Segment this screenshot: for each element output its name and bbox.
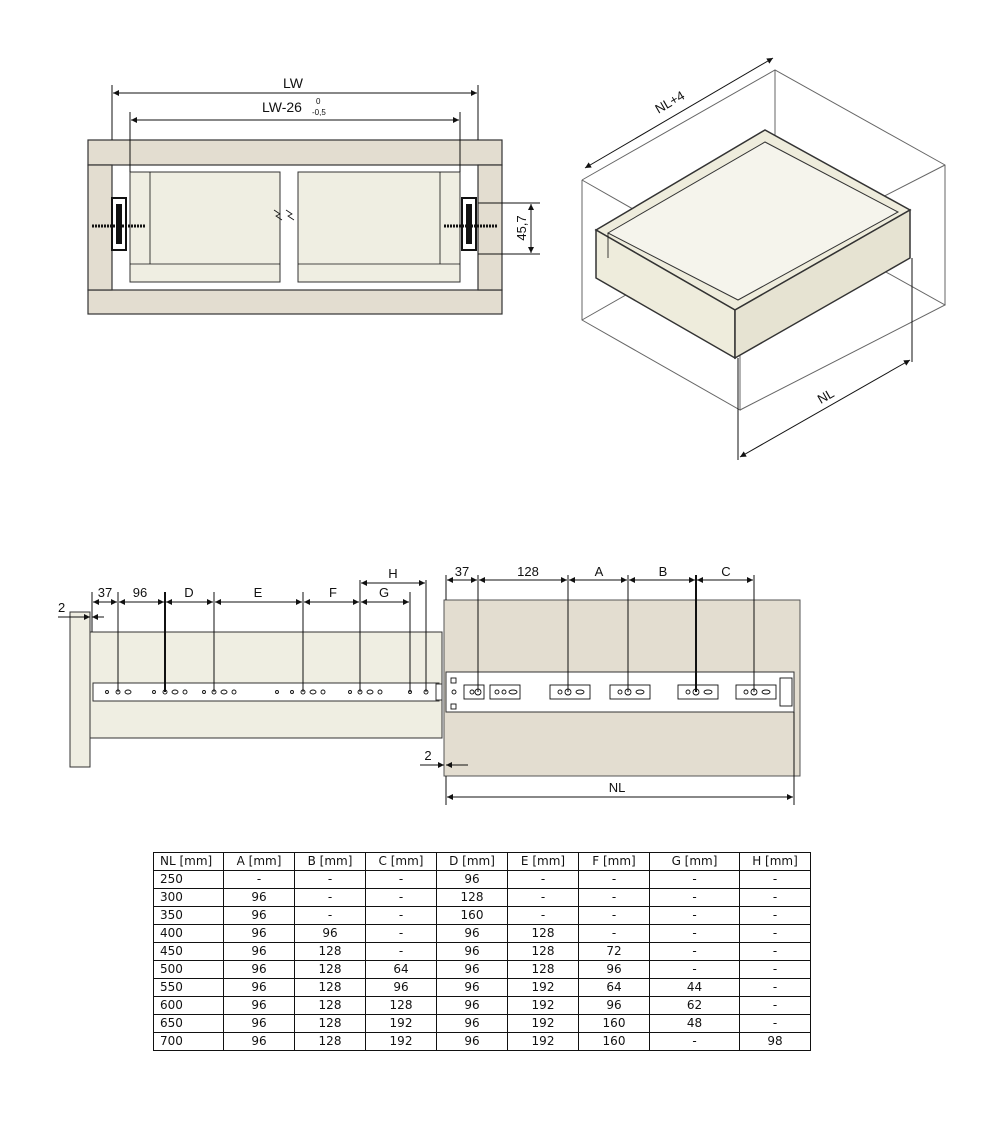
table-row <box>154 1033 811 1051</box>
cabinet-bottom <box>88 290 502 314</box>
table-row <box>154 889 811 907</box>
table-cell: - <box>740 925 811 943</box>
table-cell: 96 <box>224 997 295 1015</box>
table-cell: - <box>740 871 811 889</box>
table-cell: 96 <box>437 1033 508 1051</box>
table-cell: 96 <box>224 1033 295 1051</box>
dim-c: C <box>721 564 731 579</box>
drawer-runner <box>93 683 439 701</box>
side-view <box>58 564 800 805</box>
table-cell: - <box>650 943 740 961</box>
table-row <box>154 871 811 889</box>
table-cell: 192 <box>508 979 579 997</box>
table-header-cell: E [mm] <box>508 853 579 871</box>
table-cell: 160 <box>437 907 508 925</box>
table-cell: 72 <box>579 943 650 961</box>
table-cell: 128 <box>366 997 437 1015</box>
table-cell: 128 <box>295 1015 366 1033</box>
table-header-cell: NL [mm] <box>154 853 224 871</box>
inner-width-label: LW-26 <box>262 99 302 115</box>
table-cell: 96 <box>437 943 508 961</box>
dim-a: A <box>594 564 604 579</box>
table-cell: - <box>740 889 811 907</box>
table-cell: - <box>295 907 366 925</box>
table-cell: 96 <box>224 979 295 997</box>
table-cell: 64 <box>579 979 650 997</box>
table-cell: 128 <box>508 961 579 979</box>
table-header-cell: G [mm] <box>650 853 740 871</box>
table-row <box>154 1015 811 1033</box>
table-cell: 128 <box>437 889 508 907</box>
table-cell: - <box>366 871 437 889</box>
table-cell: - <box>650 907 740 925</box>
depth-label: NL <box>814 385 837 407</box>
table-cell: 650 <box>154 1015 224 1033</box>
table-header-cell: D [mm] <box>437 853 508 871</box>
table-header-cell: F [mm] <box>579 853 650 871</box>
table-cell: 128 <box>295 1033 366 1051</box>
drawer-front-box <box>130 172 460 282</box>
depth-plus-label: NL+4 <box>652 87 688 117</box>
front-view <box>88 75 540 314</box>
table-cell: - <box>366 943 437 961</box>
table-cell: 160 <box>579 1033 650 1051</box>
table-row <box>154 943 811 961</box>
drawer-front-panel <box>70 612 90 767</box>
offset-left-label: 2 <box>58 600 66 615</box>
iso-view <box>582 58 945 460</box>
table-cell: 300 <box>154 889 224 907</box>
table-cell: 96 <box>295 925 366 943</box>
table-cell: 96 <box>224 943 295 961</box>
table-cell: - <box>740 997 811 1015</box>
table-cell: 96 <box>224 907 295 925</box>
table-cell: 192 <box>508 1015 579 1033</box>
table-cell: - <box>366 907 437 925</box>
table-cell: 192 <box>508 1033 579 1051</box>
table-cell: - <box>579 925 650 943</box>
table-cell: 600 <box>154 997 224 1015</box>
table-cell: - <box>740 979 811 997</box>
table-cell: 96 <box>437 997 508 1015</box>
dim-b: B <box>658 564 668 579</box>
table-cell: 192 <box>508 997 579 1015</box>
dim-e: E <box>253 585 263 600</box>
cabinet-runner <box>446 672 794 712</box>
inner-tol-upper: 0 <box>316 97 321 106</box>
table-cell: 96 <box>224 925 295 943</box>
table-cell: - <box>650 1033 740 1051</box>
table-cell: 96 <box>437 871 508 889</box>
table-cell: 96 <box>366 979 437 997</box>
table-header-row <box>154 853 811 871</box>
table-cell: - <box>295 889 366 907</box>
table-cell: 96 <box>579 997 650 1015</box>
table-cell: - <box>579 871 650 889</box>
table-row <box>154 907 811 925</box>
table-cell: 400 <box>154 925 224 943</box>
cabinet-top <box>88 140 502 165</box>
nl-label: NL <box>608 780 626 795</box>
table-header-cell: H [mm] <box>740 853 811 871</box>
table-cell: 96 <box>437 961 508 979</box>
table-cell: - <box>740 961 811 979</box>
table-cell: - <box>508 889 579 907</box>
table-header-cell: B [mm] <box>295 853 366 871</box>
table-header-cell: C [mm] <box>366 853 437 871</box>
table-cell: - <box>650 871 740 889</box>
table-cell: - <box>508 907 579 925</box>
table-cell: 96 <box>437 1015 508 1033</box>
table-cell: 96 <box>224 1015 295 1033</box>
table-cell: 128 <box>295 943 366 961</box>
table-cell: 700 <box>154 1033 224 1051</box>
lw-label: LW <box>283 75 303 91</box>
table-cell: 350 <box>154 907 224 925</box>
dim-right-37: 37 <box>454 564 470 579</box>
spec-table <box>153 852 811 1051</box>
table-cell: 192 <box>366 1033 437 1051</box>
table-cell: - <box>740 943 811 961</box>
dim-right-128: 128 <box>517 564 539 579</box>
dim-left-96: 96 <box>132 585 148 600</box>
table-cell: - <box>650 961 740 979</box>
inner-tol-lower: -0,5 <box>312 108 326 117</box>
table-cell: - <box>579 889 650 907</box>
table-cell: - <box>508 871 579 889</box>
table-cell: 96 <box>579 961 650 979</box>
table-row <box>154 979 811 997</box>
height-label: 45,7 <box>514 215 529 241</box>
table-cell: 44 <box>650 979 740 997</box>
table-cell: 500 <box>154 961 224 979</box>
table-cell: 96 <box>224 889 295 907</box>
table-row <box>154 925 811 943</box>
table-cell: - <box>366 889 437 907</box>
table-cell: - <box>295 871 366 889</box>
table-cell: 98 <box>740 1033 811 1051</box>
table-cell: 192 <box>366 1015 437 1033</box>
table-cell: 64 <box>366 961 437 979</box>
table-cell: - <box>740 1015 811 1033</box>
offset-bottom-label: 2 <box>424 748 432 763</box>
dim-left-37: 37 <box>97 585 113 600</box>
dim-h: H <box>388 566 398 581</box>
table-cell: 96 <box>437 979 508 997</box>
table-cell: 62 <box>650 997 740 1015</box>
table-cell: 48 <box>650 1015 740 1033</box>
table-header-cell: A [mm] <box>224 853 295 871</box>
table-cell: 250 <box>154 871 224 889</box>
table-cell: - <box>650 925 740 943</box>
table-cell: 128 <box>295 961 366 979</box>
table-cell: - <box>650 889 740 907</box>
table-cell: - <box>579 907 650 925</box>
table-cell: 128 <box>295 979 366 997</box>
table-row <box>154 997 811 1015</box>
dim-d: D <box>184 585 194 600</box>
table-cell: 128 <box>508 943 579 961</box>
table-cell: - <box>366 925 437 943</box>
dim-g: G <box>378 585 390 600</box>
table-cell: 128 <box>295 997 366 1015</box>
table-cell: 128 <box>508 925 579 943</box>
table-cell: - <box>740 907 811 925</box>
table-cell: 450 <box>154 943 224 961</box>
dim-f: F <box>329 585 337 600</box>
table-cell: 550 <box>154 979 224 997</box>
table-cell: - <box>224 871 295 889</box>
table-cell: 96 <box>437 925 508 943</box>
table-cell: 96 <box>224 961 295 979</box>
drawer-box-iso <box>596 130 910 358</box>
table-row <box>154 961 811 979</box>
table-cell: 160 <box>579 1015 650 1033</box>
